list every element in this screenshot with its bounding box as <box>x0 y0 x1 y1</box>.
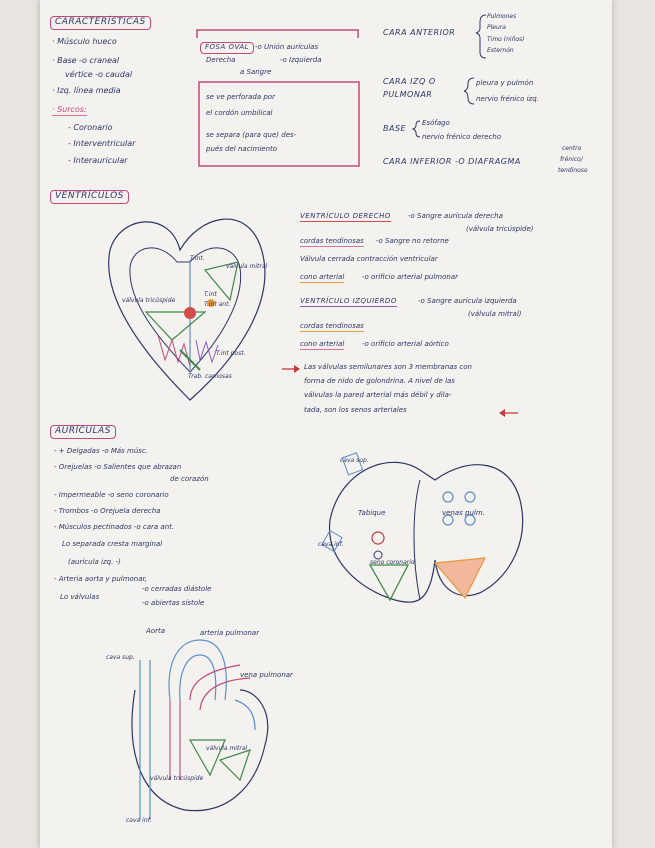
heart-label: arteria pulmonar <box>200 629 260 637</box>
atria-title: AURÍCULAS <box>50 425 116 439</box>
rd-line: (válvula tricúspide) <box>466 225 534 233</box>
atria-heart-sketch <box>322 453 523 602</box>
atria-item: -o cerradas diástole <box>142 585 212 593</box>
atria-item: (aurícula izq. -) <box>68 558 121 566</box>
face-left-item: nervio frénico izq. <box>476 95 539 103</box>
heart-label: cava inf. <box>126 817 152 824</box>
atria-item: de corazón <box>170 475 209 483</box>
fossa-line: -o Izquierda <box>280 56 322 64</box>
face-inferior-note: tendinoso <box>558 167 588 174</box>
fossa-line: -o Unión aurículas <box>255 43 319 51</box>
face-anterior-item: Pulmones <box>487 13 517 20</box>
face-inferior: CARA INFERIOR -O DIAFRAGMA <box>383 157 521 166</box>
full-heart-sketch <box>132 640 268 820</box>
atria-sketch-label: venas pulm. <box>442 509 485 517</box>
heart-label: Aorta <box>146 627 165 635</box>
face-inferior-note: centro <box>562 145 582 152</box>
feature-item: · Músculo hueco <box>52 37 117 46</box>
atria-item: Lo válvulas <box>60 593 100 601</box>
atria-sketch-label: Tabique <box>358 509 386 517</box>
face-anterior-item: Pleura <box>487 24 506 31</box>
rd-cordas: cordas tendinosas <box>300 237 364 245</box>
fossa-body-line: se separa (para que) des- <box>206 131 297 139</box>
sulcus-item: - Interventricular <box>68 139 136 148</box>
atria-sketch-label: cava inf. <box>318 541 344 548</box>
atria-item: - Arteria aorta y pulmonar, <box>54 575 147 583</box>
sulcus-item: - Coronario <box>68 123 113 132</box>
sketch-label: válvula tricúspide <box>122 297 176 304</box>
li-line: -o orificio arterial aórtico <box>362 340 449 348</box>
sketch-label: T.int <box>204 291 217 298</box>
feature-item: · Base -o craneal <box>52 56 120 65</box>
li-title: VENTRÍCULO IZQUIERDO <box>300 297 397 305</box>
atria-sketch-label: seno coronario <box>370 559 415 566</box>
heart-label: válvula mitral <box>206 745 248 752</box>
li-cono: cono arterial <box>300 340 345 348</box>
sketch-label: T.int ant. <box>204 301 231 308</box>
sketch-label: T.int. <box>190 255 205 262</box>
face-base-item: Esófago <box>422 119 450 127</box>
heart-label: vena pulmonar <box>240 671 293 679</box>
rd-line: -o Sangre no retorne <box>376 237 449 245</box>
face-base-item: nervio frénico derecho <box>422 133 502 141</box>
atria-item: - + Delgadas -o Más músc. <box>54 447 149 455</box>
face-left: CARA IZQ O <box>383 77 436 86</box>
features-title: CARACTERÍSTICAS <box>50 16 151 30</box>
fossa-label: FOSA OVAL <box>200 42 254 54</box>
note-line: válvulas la pared arterial más débil y dila- <box>304 391 452 399</box>
face-anterior-item: Esternón <box>487 47 514 54</box>
feature-item: · Izq. línea media <box>52 86 121 95</box>
face-base: BASE <box>383 124 407 133</box>
fossa-line: Derecha <box>206 56 236 64</box>
sketch-label: válvula mitral <box>226 263 268 270</box>
fossa-top-bracket <box>197 30 358 38</box>
note-line: forma de nido de golondrina. A nivel de las <box>304 377 455 385</box>
atria-sketch-label: cava sup. <box>340 457 369 464</box>
atria-item: -o abiertas sístole <box>142 599 205 607</box>
notebook-page <box>40 0 612 848</box>
note-line: Las válvulas semilunares son 3 membranas con <box>304 363 472 371</box>
rd-line: Válvula cerrada contracción ventricular <box>300 255 438 263</box>
face-left: PULMONAR <box>383 90 433 99</box>
fossa-body-line: pués del nacimiento <box>206 145 278 153</box>
left-brace <box>464 78 474 104</box>
ventricles-title: VENTRÍCULOS <box>50 190 129 204</box>
anterior-brace <box>476 15 486 58</box>
li-line: -o Sangre aurícula izquierda <box>418 297 517 305</box>
sulcus-item: - Interauricular <box>68 156 128 165</box>
sketch-label: Trab. carnosas <box>188 373 232 380</box>
sketch-layer <box>40 0 612 848</box>
heart-label: válvula tricúspide <box>150 775 204 782</box>
face-left-item: pleura y pulmón <box>476 79 534 87</box>
heart-label: cava sup. <box>106 654 135 661</box>
feature-item: vértice -o caudal <box>65 70 133 79</box>
rd-line: -o Sangre aurícula derecha <box>408 212 503 220</box>
sketch-label: T.int post. <box>216 350 246 357</box>
fossa-line: a Sangre <box>240 68 272 76</box>
li-cordas: cordas tendinosas <box>300 322 364 330</box>
fossa-body-line: se ve perforada por <box>206 93 275 101</box>
fossa-body-line: el cordón umbilical <box>206 109 273 117</box>
ventricles-heart-sketch <box>109 219 268 400</box>
face-anterior-item: Timo (niños) <box>487 36 525 43</box>
rd-line: -o orificio arterial pulmonar <box>362 273 458 281</box>
atria-item: Lo separada cresta marginal <box>62 540 163 548</box>
base-brace <box>413 121 420 137</box>
rd-cono: cono arterial <box>300 273 345 281</box>
atria-item: - Orejuelas -o Salientes que abrazan <box>54 463 182 471</box>
atria-item: - Trombos -o Orejuela derecha <box>54 507 161 515</box>
atria-item: - Impermeable -o seno coronario <box>54 491 169 499</box>
face-inferior-note: frénico/ <box>560 156 583 163</box>
face-anterior: CARA ANTERIOR <box>383 28 456 37</box>
atria-item: - Músculos pectinados -o cara ant. <box>54 523 175 531</box>
feature-item: · Surcos: <box>52 105 87 114</box>
note-line: tada, son los senos arteriales <box>304 406 407 414</box>
rd-title: VENTRÍCULO DERECHO <box>300 212 391 220</box>
li-line: (válvula mitral) <box>468 310 522 318</box>
